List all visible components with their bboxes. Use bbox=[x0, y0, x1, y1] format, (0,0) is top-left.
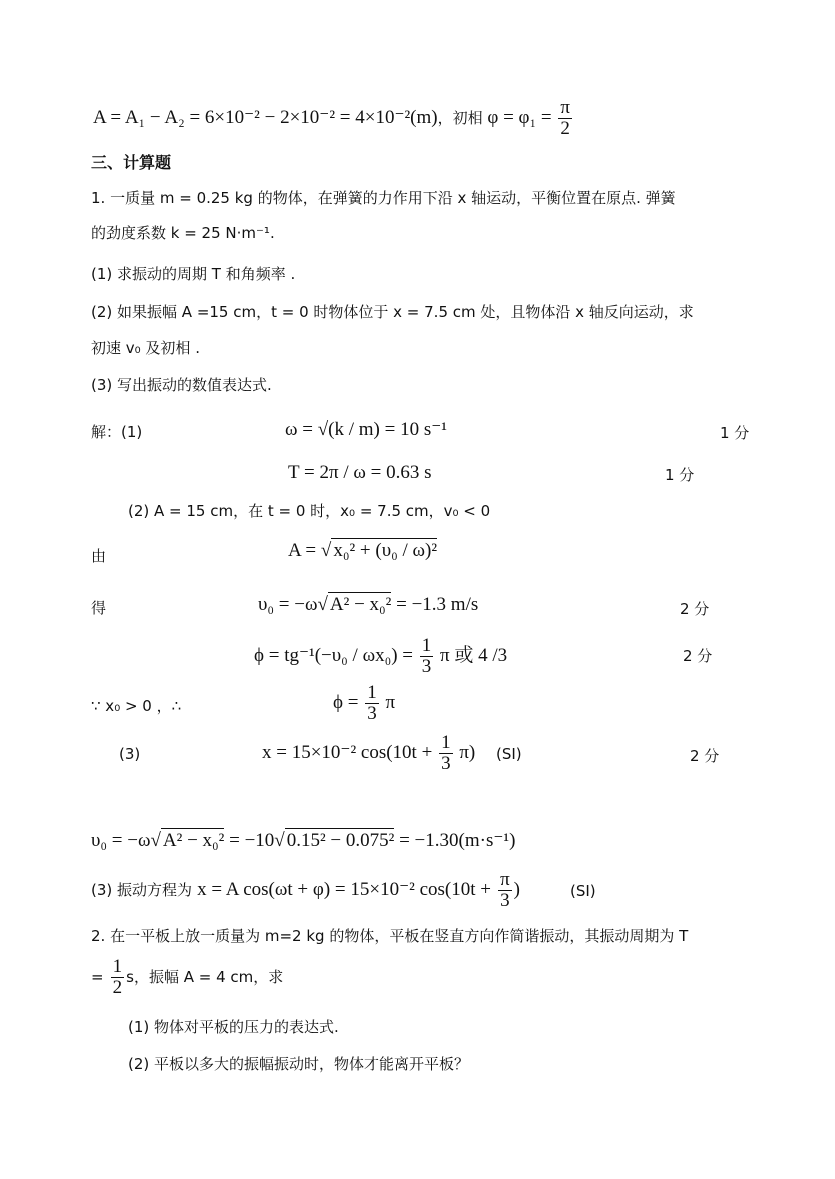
problem2-question2: (2) 平板以多大的振幅振动时，物体才能离开平板？ bbox=[128, 1055, 470, 1073]
v0-radicand: A² − x₀² bbox=[329, 594, 392, 615]
problem2-line2-text: s，振幅 A = 4 cm，求 bbox=[126, 967, 284, 986]
v0-numeric-radicand-1: A² − x₀² bbox=[162, 830, 225, 851]
problem1-question3: (3) 写出振动的数值表达式. bbox=[91, 376, 272, 394]
motion-equation-denominator: 3 bbox=[441, 752, 451, 774]
score-2b: 2 分 bbox=[683, 647, 713, 665]
problem2-question1: (1) 物体对平板的压力的表达式. bbox=[128, 1018, 339, 1036]
phase-final-fraction bbox=[365, 683, 379, 724]
solution-label: 解：(1) bbox=[91, 423, 143, 441]
si-unit-2: (SI) bbox=[570, 882, 596, 900]
phase-solution-fraction bbox=[420, 636, 434, 677]
phase-solution-tail: π 或 4 /3 bbox=[440, 644, 508, 666]
phase-final-tail: π bbox=[385, 691, 396, 713]
v0-numeric-equation: υ₀ = −ω√ A² − x₀² = −10√ 0.15² − 0.075² = −1.30(m·s⁻¹) bbox=[91, 830, 516, 851]
amplitude-formula bbox=[93, 98, 574, 139]
phase-final bbox=[333, 683, 395, 724]
amplitude-equation: A = A₁ − A₂ = 6×10⁻² − 2×10⁻² = 4×10⁻²(m) bbox=[93, 106, 438, 128]
phase-numerator: π bbox=[560, 97, 570, 118]
phase-final-numerator: 1 bbox=[367, 682, 377, 703]
part3-label: (3) bbox=[119, 745, 141, 763]
omega-equation: ω = √(k / m) = 10 s⁻¹ bbox=[285, 419, 447, 440]
v0-lhs: υ₀ = −ω bbox=[258, 594, 318, 615]
v0-numeric-lhs: υ₀ = −ω bbox=[91, 830, 151, 851]
oscillation-equation-denominator: 3 bbox=[500, 889, 510, 911]
amplitude-relation-lhs: A = bbox=[288, 540, 317, 561]
score-2a: 2 分 bbox=[680, 600, 710, 618]
oscillation-equation-tail: ) bbox=[513, 878, 520, 900]
problem2-line1: 2. 在一平板上放一质量为 m=2 kg 的物体，平板在竖直方向作简谐振动，其振动周期为 T bbox=[91, 927, 689, 945]
problem1-question1: (1) 求振动的周期 T 和角频率 . bbox=[91, 265, 296, 283]
phase-fraction bbox=[558, 98, 572, 139]
oscillation-equation-numerator: π bbox=[500, 869, 510, 890]
problem2-period-numerator: 1 bbox=[112, 956, 123, 977]
problem2-equals: = bbox=[91, 967, 104, 986]
because-clause: ∵ x₀ > 0 ，∴ bbox=[91, 697, 182, 715]
oscillation-equation-body: x = A cos(ωt + φ) = 15×10⁻² cos(10t + bbox=[197, 878, 491, 900]
motion-equation bbox=[262, 733, 475, 774]
label-de: 得 bbox=[91, 599, 107, 617]
phase-solution-numerator: 1 bbox=[421, 635, 432, 656]
v0-numeric-mid: = −10 bbox=[229, 830, 275, 851]
problem1-question2-line2: 初速 v₀ 及初相 . bbox=[91, 339, 200, 357]
phase-final-lhs: ϕ = bbox=[333, 691, 359, 713]
phase-final-denominator: 3 bbox=[367, 702, 377, 724]
motion-equation-numerator: 1 bbox=[441, 732, 451, 753]
amplitude-relation-radicand: x₀² + (υ₀ / ω)² bbox=[333, 540, 438, 561]
amplitude-relation: A = √ x₀² + (υ₀ / ω)² bbox=[288, 540, 438, 561]
part2-intro: (2) A = 15 cm，在 t = 0 时，x₀ = 7.5 cm，v₀ < 0 bbox=[128, 502, 491, 520]
section-title: 三、计算题 bbox=[91, 153, 172, 172]
phase-solution bbox=[254, 636, 507, 677]
si-unit-1: (SI) bbox=[496, 745, 522, 763]
oscillation-equation-line bbox=[91, 870, 520, 911]
motion-equation-lhs: x = 15×10⁻² cos(10t + bbox=[262, 741, 433, 763]
score-2c: 2 分 bbox=[690, 747, 720, 765]
motion-equation-fraction bbox=[439, 733, 453, 774]
phase-solution-lhs: ϕ = tg⁻¹(−υ₀ / ωx₀) = bbox=[254, 644, 413, 666]
problem2-period-denominator: 2 bbox=[112, 976, 123, 998]
motion-equation-tail: π) bbox=[459, 741, 476, 763]
problem1-question2-line1: (2) 如果振幅 A =15 cm，t = 0 时物体位于 x = 7.5 cm 处，且物体沿 x 轴反向运动，求 bbox=[91, 303, 694, 321]
phase-equation: φ = φ₁ = bbox=[487, 106, 552, 128]
problem1-line2: 的劲度系数 k = 25 N·m⁻¹. bbox=[91, 224, 275, 242]
label-you: 由 bbox=[91, 547, 107, 565]
v0-rhs: = −1.3 m/s bbox=[396, 594, 479, 615]
v0-numeric-radicand-2: 0.15² − 0.075² bbox=[286, 830, 395, 851]
score-1b: 1 分 bbox=[665, 466, 695, 484]
phase-solution-denominator: 3 bbox=[421, 655, 432, 677]
oscillation-equation-label: (3) 振动方程为 bbox=[91, 880, 193, 899]
phase-separator: ，初相 bbox=[437, 108, 483, 127]
phase-denominator: 2 bbox=[560, 117, 570, 139]
problem2-line2 bbox=[91, 957, 283, 998]
problem1-line1: 1. 一质量 m = 0.25 kg 的物体，在弹簧的力作用下沿 x 轴运动，平衡位置在原点. 弹簧 bbox=[91, 189, 676, 207]
v0-equation: υ₀ = −ω√ A² − x₀² = −1.3 m/s bbox=[258, 594, 479, 615]
oscillation-equation-fraction bbox=[498, 870, 512, 911]
score-1a: 1 分 bbox=[720, 424, 750, 442]
problem2-period-fraction bbox=[111, 957, 125, 998]
v0-numeric-rhs: = −1.30(m·s⁻¹) bbox=[399, 830, 516, 851]
period-equation: T = 2π / ω = 0.63 s bbox=[288, 462, 432, 483]
